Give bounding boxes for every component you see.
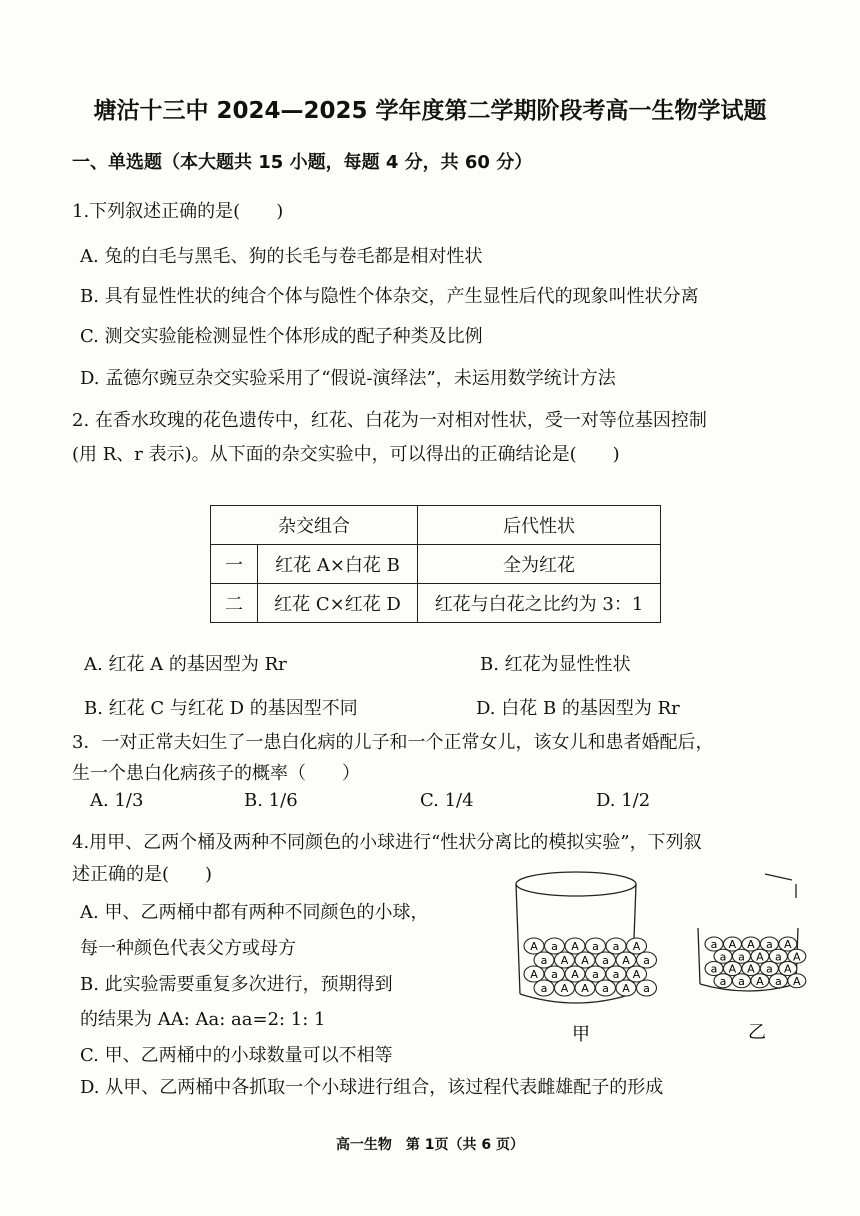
svg-text:A: A [530, 968, 538, 981]
svg-text:A: A [581, 982, 589, 995]
row-cross: 红花 C×红花 D [258, 584, 418, 623]
svg-text:a: a [710, 938, 718, 951]
section-heading: 一、单选题（本大题共 15 小题，每题 4 分，共 60 分） [72, 152, 533, 173]
svg-text:a: a [551, 940, 558, 953]
svg-text:A: A [632, 968, 641, 981]
svg-text:a: a [765, 962, 773, 976]
ball [760, 937, 778, 951]
ball [524, 966, 544, 982]
q4-option-a-line2: 每一种颜色代表父方或母方 [80, 938, 296, 959]
ball [534, 952, 554, 968]
q1-option-c: C. 测交实验能检测显性个体形成的配子种类及比例 [80, 326, 483, 347]
ball [714, 949, 732, 963]
ball [732, 949, 750, 963]
ball [769, 949, 787, 963]
ball [565, 966, 585, 982]
svg-text:a: a [719, 974, 727, 988]
ball [779, 937, 797, 951]
q2-option-c: B. 红花 C 与红花 D 的基因型不同 [84, 698, 358, 719]
svg-text:a: a [765, 938, 773, 951]
ball [723, 937, 741, 951]
q2-option-a: A. 红花 A 的基因型为 Rr [84, 654, 287, 675]
q4-stem-line2: 述正确的是( ) [72, 864, 213, 885]
svg-text:A: A [571, 968, 579, 981]
ball [575, 952, 595, 968]
ball [637, 952, 657, 968]
q4-stem-line1: 4.用甲、乙两个桶及两种不同颜色的小球进行“性状分离比的模拟实验”，下列叙 [72, 832, 702, 853]
ball [555, 980, 575, 996]
ball [596, 980, 616, 996]
svg-text:A: A [728, 962, 737, 976]
page-footer: 高一生物 第 1页（共 6 页） [335, 1137, 525, 1153]
svg-text:a: a [738, 974, 745, 988]
svg-text:A: A [793, 950, 801, 964]
ball [524, 938, 544, 954]
q4-option-d: D. 从甲、乙两桶中各抓取一个小球进行组合，该过程代表雌雄配子的形成 [80, 1077, 664, 1098]
svg-text:a: a [602, 954, 609, 967]
svg-text:A: A [560, 954, 569, 967]
q1-option-a: A. 兔的白毛与黑毛、狗的长毛与卷毛都是相对性状 [80, 246, 483, 267]
balls-yi [705, 937, 806, 988]
svg-text:A: A [747, 938, 755, 951]
svg-text:A: A [571, 940, 579, 953]
table-row [211, 584, 661, 623]
row-id: 二 [211, 584, 258, 623]
svg-text:a: a [592, 940, 599, 953]
ball [637, 980, 657, 996]
q1-stem: 1.下列叙述正确的是( ) [72, 201, 284, 222]
label-yi: 乙 [748, 1022, 766, 1043]
ball [534, 980, 554, 996]
q2-stem-line1: 2. 在香水玫瑰的花色遗传中，红花、白花为一对相对性状，受一对等位基因控制 [72, 410, 707, 431]
svg-text:a: a [643, 954, 650, 967]
ball [627, 966, 647, 982]
ball [555, 952, 575, 968]
q3-stem-line2: 生一个患白化病孩子的概率（ ） [72, 763, 360, 784]
q4-option-b-line2: 的结果为 AA: Aa: aa=2: 1: 1 [80, 1009, 326, 1030]
svg-text:A: A [530, 940, 538, 953]
svg-text:a: a [602, 982, 609, 995]
svg-text:A: A [784, 962, 792, 976]
ball [779, 962, 797, 976]
ball [705, 962, 723, 976]
q1-option-b: B. 具有显性性状的纯合个体与隐性个体杂交，产生显性后代的现象叫性状分离 [80, 286, 699, 307]
header-combo: 杂交组合 [211, 506, 418, 545]
svg-text:a: a [540, 982, 548, 995]
q2-option-b: B. 红花为显性性状 [480, 654, 631, 675]
svg-text:a: a [719, 950, 727, 964]
q3-stem-line1: 3．一对正常夫妇生了一患白化病的儿子和一个正常女儿，该女儿和患者婚配后， [72, 732, 714, 753]
q4-option-c: C. 甲、乙两桶中的小球数量可以不相等 [80, 1045, 393, 1066]
ball [788, 949, 806, 963]
svg-text:a: a [643, 982, 650, 995]
page-title: 塘沽十三中 2024—2025 学年度第二学期阶段考高一生物学试题 [93, 98, 767, 124]
table-header-row [211, 506, 661, 545]
svg-text:A: A [632, 940, 641, 953]
q2-stem-line2: (用 R、r 表示)。从下面的杂交实验中，可以得出的正确结论是( ) [72, 444, 620, 465]
ball [606, 966, 626, 982]
svg-text:a: a [540, 954, 548, 967]
q3-option-b: B. 1/6 [244, 790, 298, 811]
svg-text:A: A [560, 982, 569, 995]
svg-text:A: A [622, 982, 630, 995]
svg-text:a: a [774, 974, 782, 988]
svg-text:A: A [622, 954, 630, 967]
ball [788, 974, 806, 988]
ball [616, 952, 636, 968]
ball [545, 966, 565, 982]
svg-text:a: a [612, 940, 620, 953]
svg-text:a: a [710, 962, 718, 976]
svg-text:A: A [756, 950, 764, 964]
ball [606, 938, 626, 954]
cross-table [210, 505, 661, 623]
svg-text:a: a [551, 968, 558, 981]
svg-text:A: A [728, 938, 737, 951]
q3-option-c: C. 1/4 [420, 790, 474, 811]
svg-text:A: A [784, 938, 792, 951]
ball [751, 974, 769, 988]
balls-jia [524, 938, 657, 996]
ball [586, 966, 606, 982]
label-jia: 甲 [572, 1024, 590, 1045]
row-result: 全为红花 [418, 545, 661, 584]
row-id: 一 [211, 545, 258, 584]
ball [742, 937, 760, 951]
table-row [211, 545, 661, 584]
ball [751, 949, 769, 963]
q4-option-b-line1: B. 此实验需要重复多次进行，预期得到 [80, 974, 393, 995]
svg-text:A: A [793, 974, 801, 988]
ball [627, 938, 647, 954]
row-result: 红花与白花之比约为 3：1 [418, 584, 661, 623]
row-cross: 红花 A×白花 B [258, 545, 418, 584]
svg-text:A: A [756, 974, 764, 988]
svg-text:A: A [747, 962, 755, 976]
svg-text:a: a [774, 950, 782, 964]
svg-text:a: a [612, 968, 620, 981]
ball [565, 938, 585, 954]
bucket-figure [500, 862, 820, 1052]
q4-option-a-line1: A. 甲、乙两桶中都有两种不同颜色的小球， [80, 902, 429, 923]
ball [760, 962, 778, 976]
ball [575, 980, 595, 996]
ball [769, 974, 787, 988]
header-offspring: 后代性状 [418, 506, 661, 545]
q3-option-d: D. 1/2 [596, 790, 651, 811]
ball [545, 938, 565, 954]
svg-text:a: a [592, 968, 599, 981]
q3-option-a: A. 1/3 [90, 790, 144, 811]
q2-option-d: D. 白花 B 的基因型为 Rr [476, 698, 680, 719]
ball [732, 974, 750, 988]
svg-text:A: A [581, 954, 589, 967]
svg-text:a: a [738, 950, 745, 964]
ball [723, 962, 741, 976]
ball [714, 974, 732, 988]
ball [586, 938, 606, 954]
ball [742, 962, 760, 976]
ball [596, 952, 616, 968]
q1-option-d: D. 孟德尔豌豆杂交实验采用了“假说-演绎法”，未运用数学统计方法 [80, 368, 616, 389]
ball [705, 937, 723, 951]
ball [616, 980, 636, 996]
